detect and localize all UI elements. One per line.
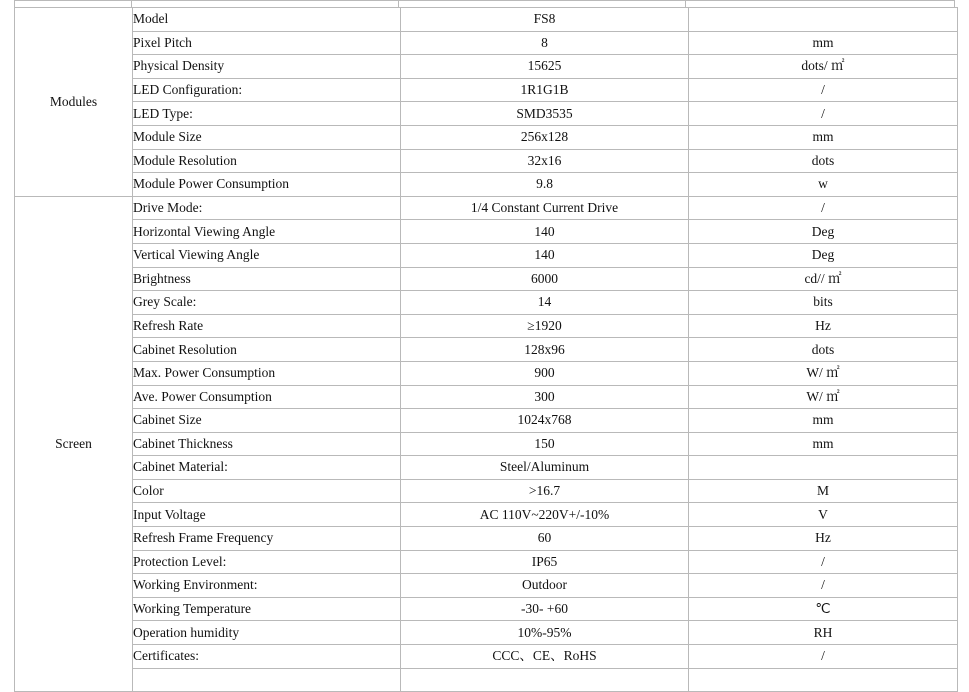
row-value: FS8 xyxy=(401,8,689,32)
row-unit: / xyxy=(689,550,958,574)
row-unit: Hz xyxy=(689,527,958,551)
row-value: 300 xyxy=(401,385,689,409)
table-row xyxy=(15,338,958,362)
row-value: 9.8 xyxy=(401,173,689,197)
top-edge-cell-group xyxy=(15,1,132,7)
row-label: Pixel Pitch xyxy=(133,31,401,55)
row-value: >16.7 xyxy=(401,479,689,503)
row-unit: M xyxy=(689,479,958,503)
top-edge-cell-unit xyxy=(686,1,954,7)
row-unit: ℃ xyxy=(689,597,958,621)
table-row xyxy=(15,220,958,244)
row-unit: W/ ㎡ xyxy=(689,385,958,409)
row-unit: mm xyxy=(689,125,958,149)
row-unit: V xyxy=(689,503,958,527)
row-value: SMD3535 xyxy=(401,102,689,126)
row-unit: mm xyxy=(689,432,958,456)
row-label: Refresh Rate xyxy=(133,314,401,338)
row-label: Cabinet Thickness xyxy=(133,432,401,456)
row-label: Module Size xyxy=(133,125,401,149)
row-label: Working Environment: xyxy=(133,574,401,598)
table-row xyxy=(15,409,958,433)
table-row xyxy=(15,196,958,220)
row-value: 150 xyxy=(401,432,689,456)
table-row xyxy=(15,597,958,621)
row-value: CCC、CE、RoHS xyxy=(401,645,689,669)
table-row xyxy=(15,173,958,197)
row-label: Module Power Consumption xyxy=(133,173,401,197)
row-label: Horizontal Viewing Angle xyxy=(133,220,401,244)
row-label xyxy=(133,668,401,692)
table-top-edge xyxy=(14,0,955,7)
table-row xyxy=(15,645,958,669)
table-row xyxy=(15,31,958,55)
table-row xyxy=(15,243,958,267)
specification-table xyxy=(14,7,958,692)
row-label: LED Configuration: xyxy=(133,78,401,102)
row-value: Steel/Aluminum xyxy=(401,456,689,480)
table-row xyxy=(15,503,958,527)
table-row xyxy=(15,314,958,338)
row-value: 14 xyxy=(401,291,689,315)
row-unit: RH xyxy=(689,621,958,645)
row-label: Input Voltage xyxy=(133,503,401,527)
row-unit: dots xyxy=(689,338,958,362)
row-value: -30- +60 xyxy=(401,597,689,621)
row-unit xyxy=(689,668,958,692)
table-row xyxy=(15,267,958,291)
row-value: ≥1920 xyxy=(401,314,689,338)
row-unit: w xyxy=(689,173,958,197)
group-label-screen: Screen xyxy=(15,196,133,691)
table-row xyxy=(15,574,958,598)
row-label: Cabinet Size xyxy=(133,409,401,433)
top-edge-cell-label xyxy=(132,1,399,7)
top-edge-cell-value xyxy=(399,1,686,7)
row-unit: dots xyxy=(689,149,958,173)
row-unit: cd// ㎡ xyxy=(689,267,958,291)
table-row xyxy=(15,668,958,692)
row-value: 60 xyxy=(401,527,689,551)
row-label: Model xyxy=(133,8,401,32)
row-unit: / xyxy=(689,78,958,102)
row-label: Module Resolution xyxy=(133,149,401,173)
row-label: Ave. Power Consumption xyxy=(133,385,401,409)
table-row xyxy=(15,55,958,79)
row-label: Drive Mode: xyxy=(133,196,401,220)
row-label: Grey Scale: xyxy=(133,291,401,315)
row-unit: / xyxy=(689,645,958,669)
group-label-modules: Modules xyxy=(15,8,133,197)
table-row xyxy=(15,149,958,173)
row-unit: W/ ㎡ xyxy=(689,361,958,385)
row-label: Refresh Frame Frequency xyxy=(133,527,401,551)
row-unit: Deg xyxy=(689,220,958,244)
row-value: 256x128 xyxy=(401,125,689,149)
table-row xyxy=(15,361,958,385)
row-label: Cabinet Material: xyxy=(133,456,401,480)
row-unit: / xyxy=(689,574,958,598)
row-value: AC 110V~220V+/-10% xyxy=(401,503,689,527)
table-row xyxy=(15,479,958,503)
row-unit: / xyxy=(689,102,958,126)
row-label: Certificates: xyxy=(133,645,401,669)
table-row xyxy=(15,527,958,551)
table-row xyxy=(15,102,958,126)
table-row xyxy=(15,291,958,315)
row-value: 1/4 Constant Current Drive xyxy=(401,196,689,220)
row-unit: bits xyxy=(689,291,958,315)
table-row xyxy=(15,385,958,409)
table-row xyxy=(15,8,958,32)
row-value: Outdoor xyxy=(401,574,689,598)
row-label: Brightness xyxy=(133,267,401,291)
row-unit: Hz xyxy=(689,314,958,338)
row-unit: mm xyxy=(689,31,958,55)
row-label: Operation humidity xyxy=(133,621,401,645)
row-value: 8 xyxy=(401,31,689,55)
row-label: Protection Level: xyxy=(133,550,401,574)
row-value: 128x96 xyxy=(401,338,689,362)
table-row xyxy=(15,550,958,574)
table-row xyxy=(15,125,958,149)
row-unit xyxy=(689,456,958,480)
row-value: 15625 xyxy=(401,55,689,79)
row-label: Vertical Viewing Angle xyxy=(133,243,401,267)
row-unit: Deg xyxy=(689,243,958,267)
row-unit: / xyxy=(689,196,958,220)
table-row xyxy=(15,621,958,645)
table-row xyxy=(15,456,958,480)
row-unit: dots/ ㎡ xyxy=(689,55,958,79)
row-label: Max. Power Consumption xyxy=(133,361,401,385)
row-label: Working Temperature xyxy=(133,597,401,621)
row-value xyxy=(401,668,689,692)
row-unit: mm xyxy=(689,409,958,433)
row-unit xyxy=(689,8,958,32)
row-value: 140 xyxy=(401,220,689,244)
row-label: Physical Density xyxy=(133,55,401,79)
row-label: Color xyxy=(133,479,401,503)
row-value: 32x16 xyxy=(401,149,689,173)
row-label: Cabinet Resolution xyxy=(133,338,401,362)
row-value: IP65 xyxy=(401,550,689,574)
row-value: 10%-95% xyxy=(401,621,689,645)
table-row xyxy=(15,432,958,456)
table-row xyxy=(15,78,958,102)
row-value: 1R1G1B xyxy=(401,78,689,102)
row-value: 140 xyxy=(401,243,689,267)
row-value: 1024x768 xyxy=(401,409,689,433)
row-value: 6000 xyxy=(401,267,689,291)
row-label: LED Type: xyxy=(133,102,401,126)
row-value: 900 xyxy=(401,361,689,385)
